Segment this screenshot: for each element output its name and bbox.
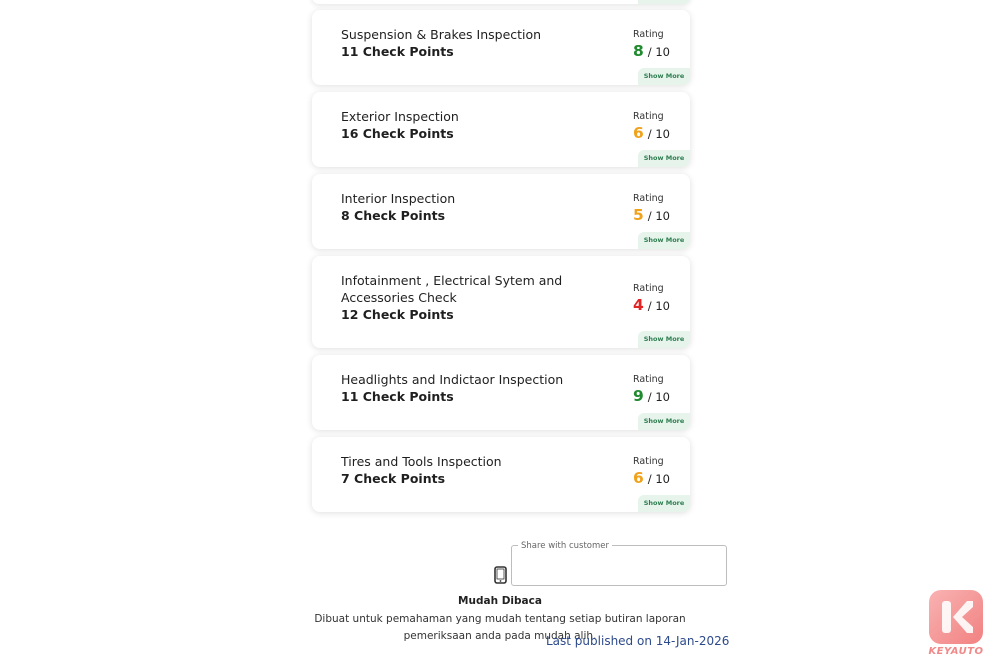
show-more-button[interactable]: Show More: [638, 413, 690, 430]
rating-value: 8: [633, 42, 644, 60]
inspection-title: Exterior Inspection: [341, 109, 459, 124]
rating-max: / 10: [647, 209, 670, 223]
inspection-title: Infotainment , Electrical Sytem and Accessories Check: [341, 273, 563, 305]
inspection-card-tires-tools: [312, 437, 690, 512]
inspection-check-points: 7 Check Points: [341, 471, 446, 486]
show-more-button[interactable]: Show More: [638, 495, 690, 512]
rating-value: 6: [633, 469, 644, 487]
rating-label: Rating: [633, 29, 664, 40]
inspection-title: Interior Inspection: [341, 191, 456, 206]
rating-block: [633, 283, 689, 315]
show-more-button[interactable]: Show More: [638, 150, 690, 167]
rating-block: [633, 29, 689, 61]
rating-label: Rating: [633, 283, 664, 294]
rating-block: [633, 374, 689, 406]
inspection-card-suspension-brakes: [312, 10, 690, 85]
show-more-button[interactable]: Show More: [638, 232, 690, 249]
rating-label: Rating: [633, 111, 664, 122]
promo-title: Mudah Dibaca: [458, 595, 542, 607]
inspection-check-points: 11 Check Points: [341, 44, 454, 59]
inspection-check-points: 8 Check Points: [341, 208, 446, 223]
rating-value: 9: [633, 387, 644, 405]
keyauto-logo-text: KEYAUTO: [928, 646, 984, 657]
inspection-title: Headlights and Indictaor Inspection: [341, 372, 564, 387]
rating-block: [633, 193, 689, 225]
keyauto-k-icon: [929, 590, 983, 644]
rating-value: 4: [633, 296, 644, 314]
previous-card-show-more-edge[interactable]: [638, 0, 690, 4]
inspection-check-points: 11 Check Points: [341, 389, 454, 404]
phone-icon: [494, 566, 507, 584]
rating-label: Rating: [633, 456, 664, 467]
rating-value: 6: [633, 124, 644, 142]
promo-description: Dibuat untuk pemahaman yang mudah tentang setiap butiran laporan pemeriksaan anda pada mudah alih.: [314, 613, 686, 642]
previous-card-edge: [312, 0, 690, 4]
rating-max: / 10: [647, 390, 670, 404]
inspection-card-interior: [312, 174, 690, 249]
inspection-card-infotainment: [312, 256, 690, 348]
rating-max: / 10: [647, 127, 670, 141]
inspection-title: Tires and Tools Inspection: [341, 454, 502, 469]
last-published-text: Last published on 14-Jan-2026: [546, 634, 730, 648]
inspection-check-points: 12 Check Points: [341, 307, 454, 322]
rating-block: [633, 456, 689, 488]
rating-max: / 10: [647, 45, 670, 59]
rating-value: 5: [633, 206, 644, 224]
show-more-button[interactable]: Show More: [638, 331, 690, 348]
rating-label: Rating: [633, 374, 664, 385]
rating-block: [633, 111, 689, 143]
inspection-card-headlights: [312, 355, 690, 430]
share-with-customer-label: Share with customer: [518, 540, 612, 552]
inspection-card-exterior: [312, 92, 690, 167]
rating-label: Rating: [633, 193, 664, 204]
inspection-title: Suspension & Brakes Inspection: [341, 27, 542, 42]
inspection-check-points: 16 Check Points: [341, 126, 454, 141]
rating-max: / 10: [647, 299, 670, 313]
show-more-button[interactable]: Show More: [638, 68, 690, 85]
rating-max: / 10: [647, 472, 670, 486]
keyauto-logo-icon: [929, 590, 983, 644]
